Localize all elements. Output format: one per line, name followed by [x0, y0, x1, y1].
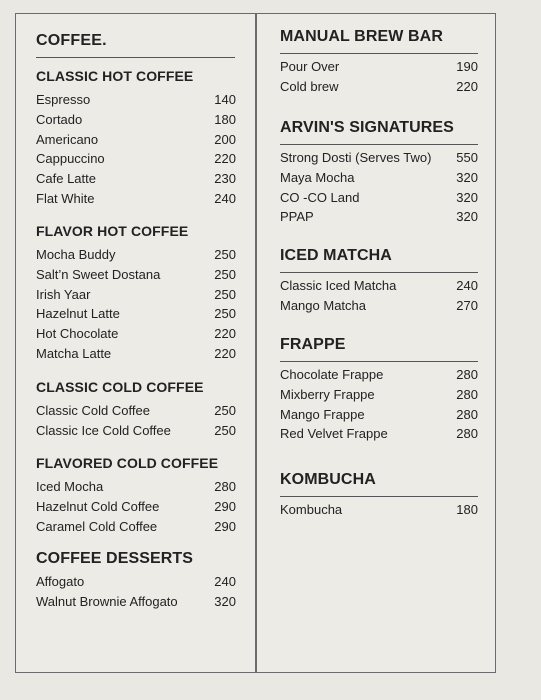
item-price: 220 — [214, 151, 236, 167]
item-name: Mango Frappe — [280, 406, 365, 422]
menu-item — [280, 500, 478, 520]
item-name: Irish Yaar — [36, 286, 91, 302]
section-classic-hot-coffee — [36, 67, 236, 209]
section-coffee-desserts — [36, 549, 236, 612]
menu-item — [280, 188, 478, 208]
item-price: 180 — [214, 111, 236, 127]
menu-item — [36, 572, 236, 592]
menu-item — [280, 296, 478, 316]
menu-item — [36, 90, 236, 110]
item-price: 320 — [456, 189, 478, 205]
item-name: Classic Cold Coffee — [36, 403, 150, 418]
menu-item — [36, 421, 236, 441]
title-rule — [36, 57, 235, 58]
section-flavored-cold-coffee — [36, 454, 236, 536]
item-name: Chocolate Frappe — [280, 367, 384, 382]
section-title: ARVIN'S SIGNATURES — [280, 119, 454, 136]
menu-item — [36, 592, 236, 612]
section-classic-cold-coffee — [36, 378, 236, 441]
menu-item — [36, 497, 236, 517]
item-name: Americano — [36, 131, 99, 147]
item-name: Mocha Buddy — [36, 247, 116, 262]
item-name: Pour Over — [280, 59, 340, 74]
item-name: PPAP — [280, 209, 314, 225]
section-rule — [280, 361, 478, 362]
menu-item — [36, 130, 236, 150]
section-manual-brew-bar — [280, 27, 478, 97]
item-price: 320 — [214, 593, 236, 609]
section-title: FRAPPE — [280, 336, 346, 353]
item-price: 250 — [214, 403, 236, 418]
column-divider — [255, 13, 257, 673]
menu-item — [280, 57, 478, 77]
item-price: 280 — [456, 367, 478, 382]
item-price: 550 — [456, 150, 478, 165]
item-price: 280 — [456, 426, 478, 442]
item-price: 290 — [214, 498, 236, 514]
item-name: CO -CO Land — [280, 189, 360, 205]
item-price: 250 — [214, 306, 236, 322]
menu-item — [280, 207, 478, 227]
item-price: 240 — [214, 190, 236, 206]
item-name: Caramel Cold Coffee — [36, 518, 158, 534]
item-price: 280 — [214, 479, 236, 494]
item-price: 250 — [214, 247, 236, 262]
item-price: 220 — [214, 345, 236, 361]
menu-item — [36, 149, 236, 169]
section-iced-matcha — [280, 246, 478, 316]
item-name: Iced Mocha — [36, 479, 104, 494]
menu-item — [36, 189, 236, 209]
menu-item — [36, 110, 236, 130]
item-price: 190 — [456, 59, 478, 74]
item-name: Hazelnut Latte — [36, 306, 120, 322]
item-name: Strong Dosti (Serves Two) — [280, 150, 432, 165]
section-title: FLAVOR HOT COFFEE — [36, 223, 189, 239]
section-title: ICED MATCHA — [280, 247, 392, 264]
item-name: Salt’n Sweet Dostana — [36, 266, 161, 282]
item-name: Affogato — [36, 574, 85, 589]
item-price: 220 — [214, 326, 236, 342]
item-name: Maya Mocha — [280, 169, 355, 185]
menu-item — [280, 276, 478, 296]
menu-item — [280, 385, 478, 405]
section-flavor-hot-coffee — [36, 222, 236, 364]
item-name: Flat White — [36, 190, 95, 206]
section-rule — [280, 144, 478, 145]
menu-item — [280, 405, 478, 425]
item-price: 180 — [456, 502, 478, 517]
item-price: 250 — [214, 266, 236, 282]
section-title: MANUAL BREW BAR — [280, 28, 443, 45]
section-rule — [280, 53, 478, 54]
item-price: 250 — [214, 286, 236, 302]
item-price: 280 — [456, 406, 478, 422]
item-name: Walnut Brownie Affogato — [36, 593, 178, 609]
item-name: Red Velvet Frappe — [280, 426, 388, 442]
item-name: Hazelnut Cold Coffee — [36, 498, 160, 514]
menu-item — [36, 245, 236, 265]
item-price: 220 — [456, 78, 478, 94]
menu-item — [280, 148, 478, 168]
menu-item — [36, 401, 236, 421]
item-price: 240 — [456, 278, 478, 293]
item-price: 280 — [456, 386, 478, 402]
item-price: 250 — [214, 422, 236, 438]
left-column — [36, 31, 236, 609]
item-price: 140 — [214, 92, 236, 107]
menu-item — [36, 344, 236, 364]
section-kombucha — [280, 470, 478, 520]
item-name: Matcha Latte — [36, 345, 112, 361]
section-title: CLASSIC COLD COFFEE — [36, 379, 204, 395]
menu-item — [36, 477, 236, 497]
item-price: 230 — [214, 171, 236, 187]
menu-item — [280, 77, 478, 97]
menu-item — [36, 304, 236, 324]
item-price: 200 — [214, 131, 236, 147]
menu-item — [280, 424, 478, 444]
section-rule — [280, 496, 478, 497]
section-arvins-signatures — [280, 118, 478, 227]
item-name: Mixberry Frappe — [280, 386, 375, 402]
section-frappe — [280, 335, 478, 444]
section-title: FLAVORED COLD COFFEE — [36, 455, 219, 471]
item-name: Cafe Latte — [36, 171, 96, 187]
item-name: Kombucha — [280, 502, 343, 517]
page-title: COFFEE. — [36, 32, 107, 49]
item-name: Classic Iced Matcha — [280, 278, 397, 293]
item-price: 320 — [456, 169, 478, 185]
item-name: Cold brew — [280, 78, 339, 94]
item-name: Cortado — [36, 111, 83, 127]
section-title: KOMBUCHA — [280, 471, 376, 488]
item-price: 320 — [456, 209, 478, 225]
menu-item — [36, 265, 236, 285]
item-name: Classic Ice Cold Coffee — [36, 422, 171, 438]
section-title: COFFEE DESSERTS — [36, 550, 194, 567]
menu-item — [280, 168, 478, 188]
section-title: CLASSIC HOT COFFEE — [36, 68, 194, 84]
item-name: Mango Matcha — [280, 297, 366, 313]
menu-item — [36, 169, 236, 189]
menu-item — [280, 365, 478, 385]
section-rule — [280, 272, 478, 273]
item-price: 240 — [214, 574, 236, 589]
item-name: Hot Chocolate — [36, 326, 119, 342]
item-price: 270 — [456, 297, 478, 313]
item-name: Cappuccino — [36, 151, 105, 167]
item-price: 290 — [214, 518, 236, 534]
menu-item — [36, 285, 236, 305]
menu-item — [36, 517, 236, 537]
item-name: Espresso — [36, 92, 91, 107]
menu-item — [36, 324, 236, 344]
